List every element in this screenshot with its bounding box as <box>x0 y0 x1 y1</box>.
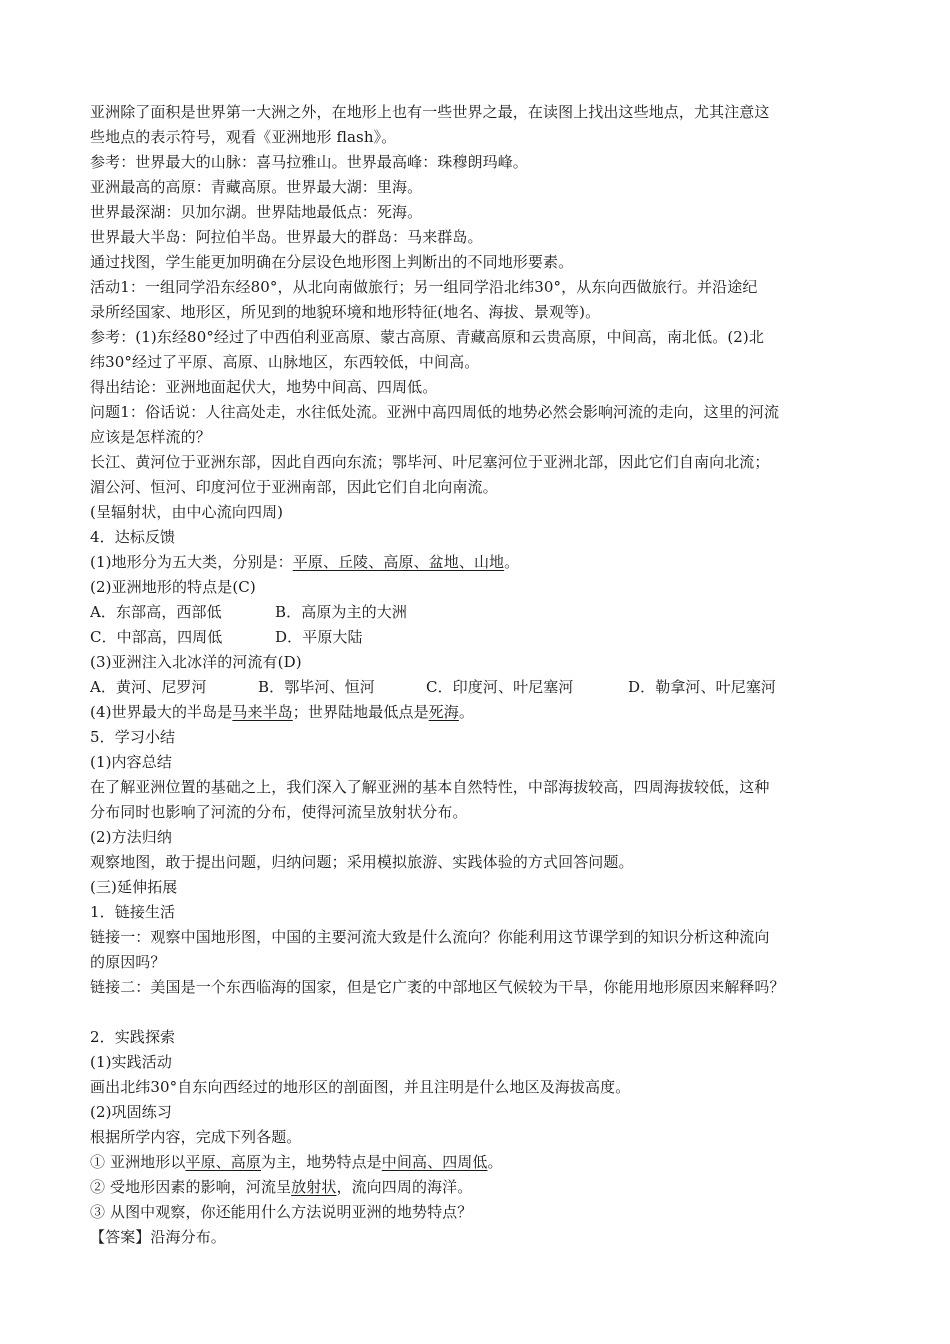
text-line: 观察地图，敢于提出问题，归纳问题；采用模拟旅游、实践体验的方式回答问题。 <box>90 853 634 871</box>
option-b: B．鄂毕河、恒河 <box>258 678 375 696</box>
option-a: A．东部高，西部低 <box>90 603 222 621</box>
question-3-options <box>90 675 870 700</box>
text-line: 录所经国家、地形区，所见到的地貌环境和地形特征(地名、海拔、景观等)。 <box>90 303 601 321</box>
section-heading: 4．达标反馈 <box>90 528 176 546</box>
text-line: 亚洲最高的高原：青藏高原。世界最大湖：里海。 <box>90 178 423 196</box>
sub-heading: (2)巩固练习 <box>90 1103 172 1121</box>
exercise-1: ① 亚洲地形以平原、高原为主，地势特点是中间高、四周低。 <box>90 1153 503 1171</box>
answer-label: 【答案】 <box>90 1228 151 1246</box>
text-line: 参考：世界最大的山脉：喜马拉雅山。世界最高峰：珠穆朗玛峰。 <box>90 153 528 171</box>
text-line: 在了解亚洲位置的基础之上，我们深入了解亚洲的基本自然特性，中部海拔较高，四周海拔较低，这种 <box>90 778 770 796</box>
sub-heading: 1．链接生活 <box>90 903 176 921</box>
blank-line <box>90 1000 870 1025</box>
question-4: (4)世界最大的半岛是马来半岛；世界陆地最低点是死海。 <box>90 703 474 721</box>
question-2: (2)亚洲地形的特点是(C) <box>90 578 256 596</box>
text-line: 纬30°经过了平原、高原、山脉地区，东西较低，中间高。 <box>90 353 480 371</box>
sub-heading: (1)内容总结 <box>90 753 172 771</box>
text-line: 世界最深湖：贝加尔湖。世界陆地最低点：死海。 <box>90 203 423 221</box>
text-line: 通过找图，学生能更加明确在分层设色地形图上判断出的不同地形要素。 <box>90 253 574 271</box>
text-line: 根据所学内容，完成下列各题。 <box>90 1128 302 1146</box>
document-body <box>90 100 870 1250</box>
section-heading: 5．学习小结 <box>90 728 176 746</box>
answer-underlined: 放射状 <box>291 1178 337 1196</box>
option-b: B．高原为主的大洲 <box>275 603 407 621</box>
sub-heading: (2)方法归纳 <box>90 828 172 846</box>
sub-heading: 2．实践探索 <box>90 1028 176 1046</box>
option-c: C．印度河、叶尼塞河 <box>426 678 574 696</box>
text-line: 活动1：一组同学沿东经80°，从北向南做旅行；另一组同学沿北纬30°，从东向西做旅行。并沿途纪 <box>90 278 758 296</box>
answer-underlined: 平原、高原 <box>185 1153 261 1171</box>
text-line: (呈辐射状，由中心流向四周) <box>90 503 284 521</box>
text-line: 些地点的表示符号，观看《亚洲地形 flash》。 <box>90 128 397 146</box>
text-line: 湄公河、恒河、印度河位于亚洲南部，因此它们自北向南流。 <box>90 478 498 496</box>
text-line: 问题1：俗话说：人往高处走，水往低处流。亚洲中高四周低的地势必然会影响河流的走向，这里的河流 <box>90 403 780 421</box>
question-2-options-cd <box>90 625 870 650</box>
option-d: D．平原大陆 <box>275 628 363 646</box>
text-line: 世界最大半岛：阿拉伯半岛。世界最大的群岛：马来群岛。 <box>90 228 483 246</box>
answer-line: 【答案】沿海分布。 <box>90 1228 226 1246</box>
exercise-3: ③ 从图中观察，你还能用什么方法说明亚洲的地势特点？ <box>90 1203 473 1221</box>
question-3: (3)亚洲注入北冰洋的河流有(D) <box>90 653 302 671</box>
text-line: 画出北纬30°自东向西经过的地形区的剖面图，并且注明是什么地区及海拔高度。 <box>90 1078 631 1096</box>
answer-underlined: 死海 <box>428 703 459 721</box>
text-line: 应该是怎样流的？ <box>90 428 211 446</box>
answer-underlined: 平原、丘陵、高原、盆地、山地 <box>292 553 505 571</box>
question-2-options-ab <box>90 600 870 625</box>
question-1: (1)地形分为五大类，分别是：平原、丘陵、高原、盆地、山地。 <box>90 553 520 571</box>
text-line: 参考：(1)东经80°经过了中西伯利亚高原、蒙古高原、青藏高原和云贵高原，中间高，南北低。(2)北 <box>90 328 764 346</box>
answer-underlined: 马来半岛 <box>232 703 293 721</box>
section-heading: (三)延伸拓展 <box>90 878 178 896</box>
text-line: 链接二：美国是一个东西临海的国家，但是它广袤的中部地区气候较为干旱，你能用地形原因来解释吗？ <box>90 978 785 996</box>
option-c: C．中部高，四周低 <box>90 628 223 646</box>
text-line: 链接一：观察中国地形图，中国的主要河流大致是什么流向？你能利用这节课学到的知识分析这种流向 <box>90 928 770 946</box>
text-line: 的原因吗？ <box>90 953 166 971</box>
text-line: 长江、黄河位于亚洲东部，因此自西向东流；鄂毕河、叶尼塞河位于亚洲北部，因此它们自南向北流； <box>90 453 770 471</box>
option-a: A．黄河、尼罗河 <box>90 678 207 696</box>
option-d: D．勒拿河、叶尼塞河 <box>628 678 777 696</box>
text-line: 分布同时也影响了河流的分布，使得河流呈放射状分布。 <box>90 803 468 821</box>
text-line: 亚洲除了面积是世界第一大洲之外，在地形上也有一些世界之最，在读图上找出这些地点，尤其注意这 <box>90 103 770 121</box>
answer-underlined: 中间高、四周低 <box>381 1153 488 1171</box>
exercise-2: ② 受地形因素的影响，河流呈放射状，流向四周的海洋。 <box>90 1178 473 1196</box>
text-line: 得出结论：亚洲地面起伏大，地势中间高、四周低。 <box>90 378 438 396</box>
sub-heading: (1)实践活动 <box>90 1053 172 1071</box>
